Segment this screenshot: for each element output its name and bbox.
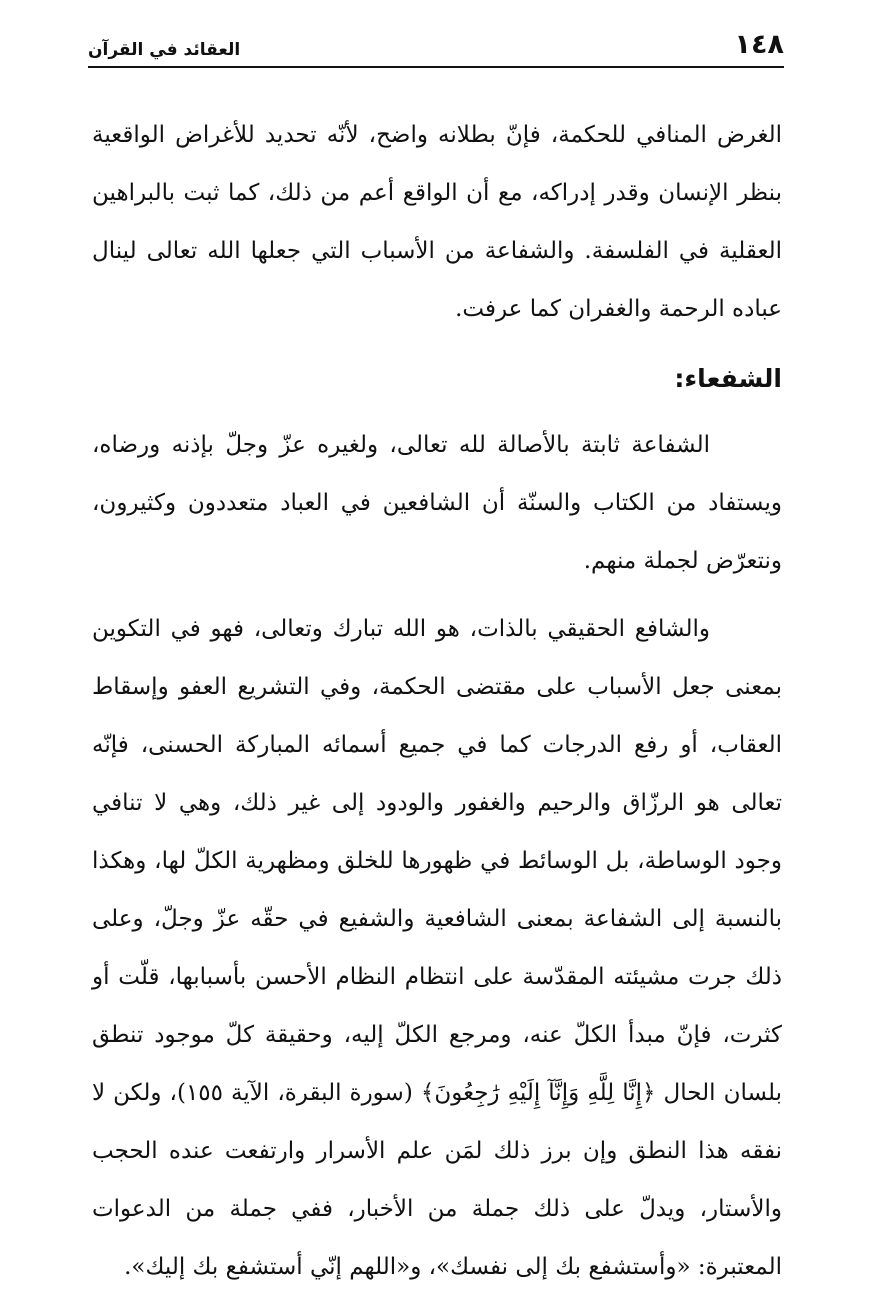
running-header-title: العقائد في القرآن (88, 40, 241, 60)
running-header (88, 22, 784, 68)
paragraph-true-intercessor: والشافع الحقيقي بالذات، هو الله تبارك وتعالى، فهو في التكوين بمعنى جعل الأسباب على مقتضى الحكمة، وفي التشريع العفو وإسقاط العقاب، أو رفع الدرجات كما في جميع أسمائه المباركة الحسنى، فإنّه تعالى هو الرزّاق والرحيم والغفور والودود إلى غير ذلك، وهي لا تنافي وجود الوساطة، بل الوسائط في ظهورها للخلق ومظهرية الكلّ لها، وهكذا بالنسبة إلى الشفاعة بمعنى الشافعية والشفيع في حقّه عزّ وجلّ، وعلى ذلك جرت مشيئته المقدّسة على انتظام النظام الأحسن بأسبابها، قلّت أو كثرت، فإنّ مبدأ الكلّ عنه، ومرجع الكلّ إليه، وحقيقة كلّ موجود تنطق بلسان الحال ﴿إِنَّا لِلَّهِ وَإِنَّآ إِلَيْهِ رَٰجِعُونَ﴾ (سورة البقرة، الآية ١٥٥)، ولكن لا نفقه هذا النطق وإن برز ذلك لمَن علم الأسرار وارتفعت عنده الحجب والأستار، ويدلّ على ذلك جملة من الأخبار، ففي جملة من الدعوات المعتبرة: «وأستشفع بك إلى نفسك»، و«اللهم إنّي أستشفع بك إليك». (92, 616, 782, 1280)
section-heading-intercessors: الشفعاء: (674, 364, 782, 393)
page-body (92, 106, 782, 1296)
page-number: ١٤٨ (734, 29, 784, 60)
paragraph-intercession-proven: الشفاعة ثابتة بالأصالة لله تعالى، ولغيره عزّ وجلّ بإذنه ورضاه، ويستفاد من الكتاب والسنّة أن الشافعين في العباد متعددون وكثيرون، ونتعرّض لجملة منهم. (92, 432, 782, 574)
paragraph-continuation: الغرض المنافي للحكمة، فإنّ بطلانه واضح، لأنّه تحديد للأغراض الواقعية بنظر الإنسان وقدر إدراكه، مع أن الواقع أعم من ذلك، كما ثبت بالبراهين العقلية في الفلسفة. والشفاعة من الأسباب التي جعلها الله تعالى لينال عباده الرحمة والغفران كما عرفت. (92, 122, 782, 322)
